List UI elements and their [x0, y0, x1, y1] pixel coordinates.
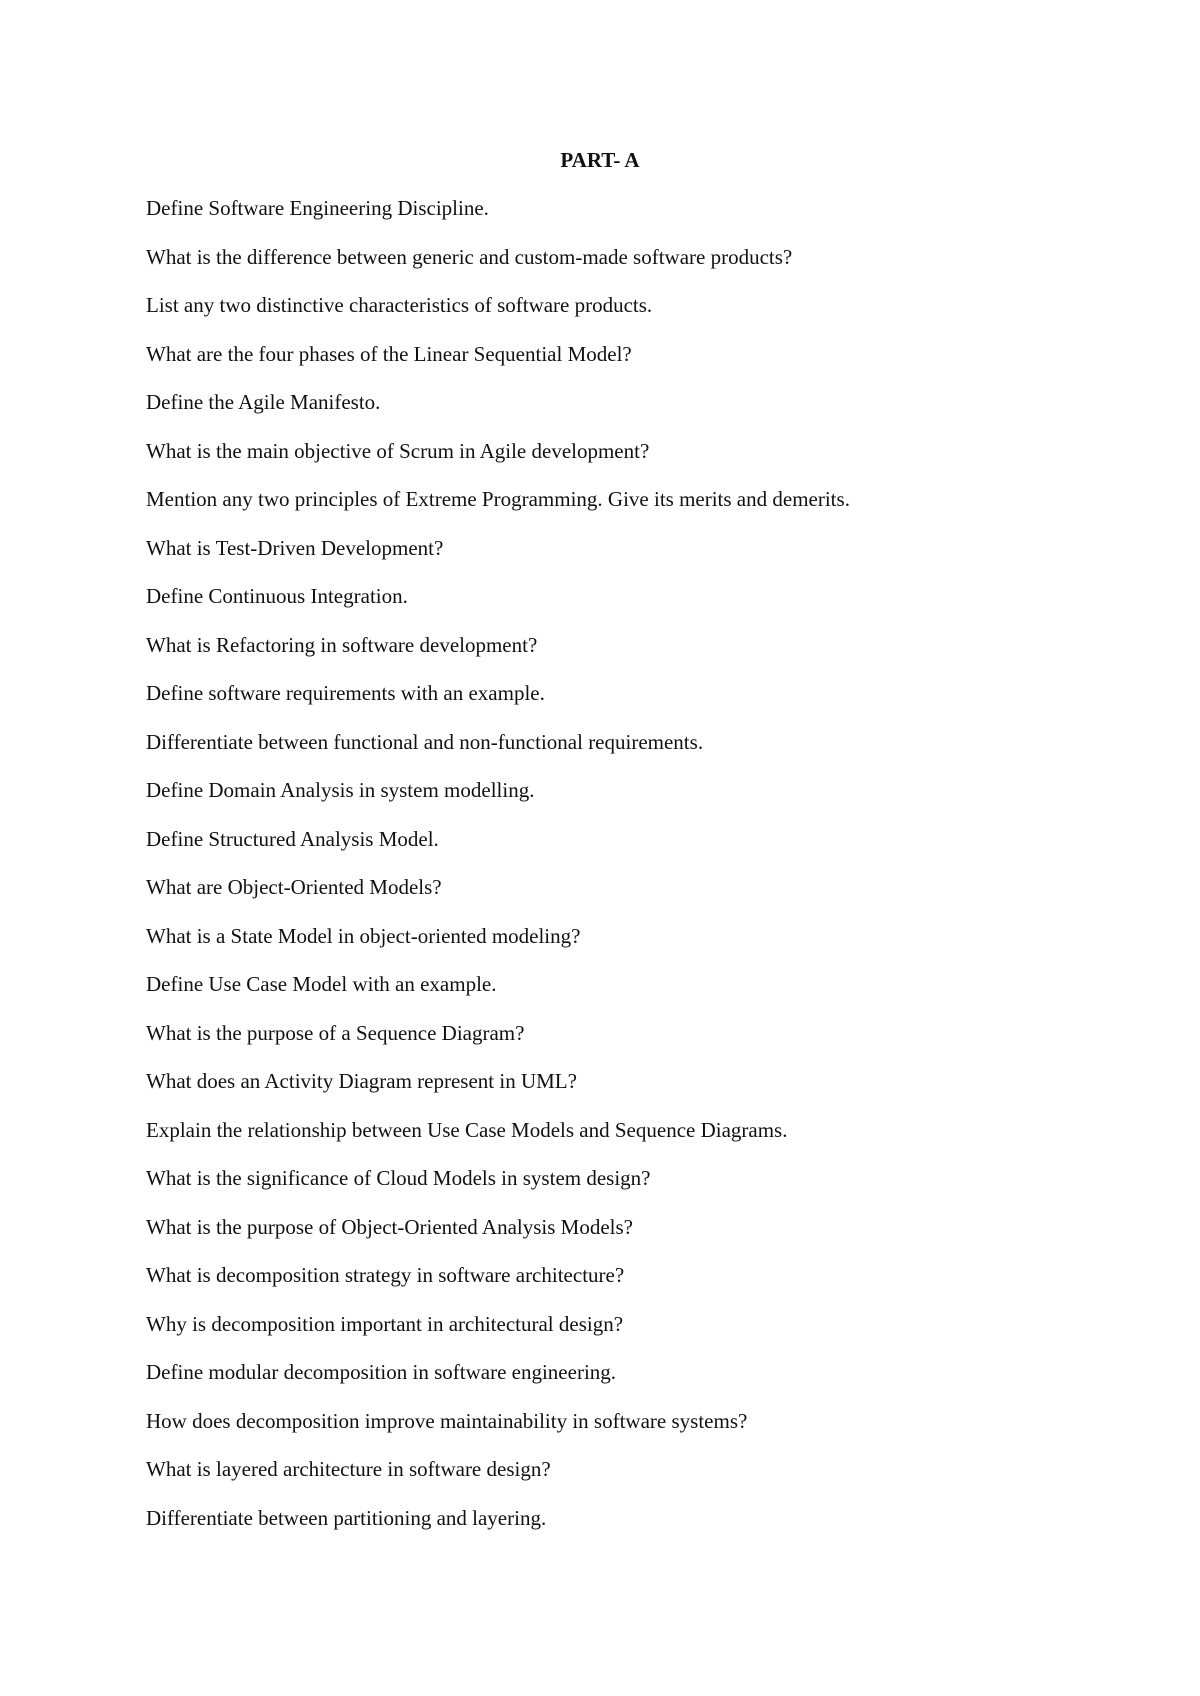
question-item: Define Software Engineering Discipline. — [146, 196, 489, 220]
question-item: What is decomposition strategy in software architecture? — [146, 1263, 625, 1287]
question-item: What is Test-Driven Development? — [146, 535, 444, 560]
question-item: Define Structured Analysis Model. — [146, 826, 439, 851]
question-item: Define the Agile Manifesto. — [146, 390, 381, 414]
question-item: What is the significance of Cloud Models in system design? — [146, 1166, 651, 1190]
question-item: What is the purpose of Object-Oriented Analysis Models? — [146, 1214, 633, 1239]
question-item: Differentiate between functional and non-functional requirements. — [146, 729, 704, 754]
question-item: Define Use Case Model with an example. — [146, 972, 497, 996]
question-item: Define software requirements with an example. — [146, 681, 545, 705]
question-item: What is the difference between generic and custom-made software products? — [146, 244, 793, 269]
question-item: What are the four phases of the Linear Sequential Model? — [146, 341, 632, 366]
question-item: Mention any two principles of Extreme Programming. Give its merits and demerits. — [146, 487, 850, 511]
question-item: Why is decomposition important in architectural design? — [146, 1311, 624, 1336]
question-item: What is the main objective of Scrum in Agile development? — [146, 438, 650, 463]
question-item: Define modular decomposition in software engineering. — [146, 1360, 617, 1384]
question-item: What is the purpose of a Sequence Diagram? — [146, 1020, 525, 1045]
question-item: How does decomposition improve maintainability in software systems? — [146, 1408, 748, 1433]
question-item: Define Domain Analysis in system modelling. — [146, 778, 535, 802]
question-item: What does an Activity Diagram represent in UML? — [146, 1069, 577, 1093]
question-item: What are Object-Oriented Models? — [146, 875, 442, 899]
question-item: Define Continuous Integration. — [146, 584, 408, 608]
section-heading: PART- A — [560, 148, 640, 172]
question-item: Differentiate between partitioning and layering. — [146, 1505, 547, 1530]
question-item: Explain the relationship between Use Case Models and Sequence Diagrams. — [146, 1117, 788, 1142]
question-item: What is a State Model in object-oriented modeling? — [146, 923, 581, 948]
question-list — [146, 194, 1146, 1552]
question-item: What is layered architecture in software design? — [146, 1457, 551, 1481]
question-item: What is Refactoring in software development? — [146, 632, 538, 657]
question-item: List any two distinctive characteristics of software products. — [146, 293, 653, 317]
